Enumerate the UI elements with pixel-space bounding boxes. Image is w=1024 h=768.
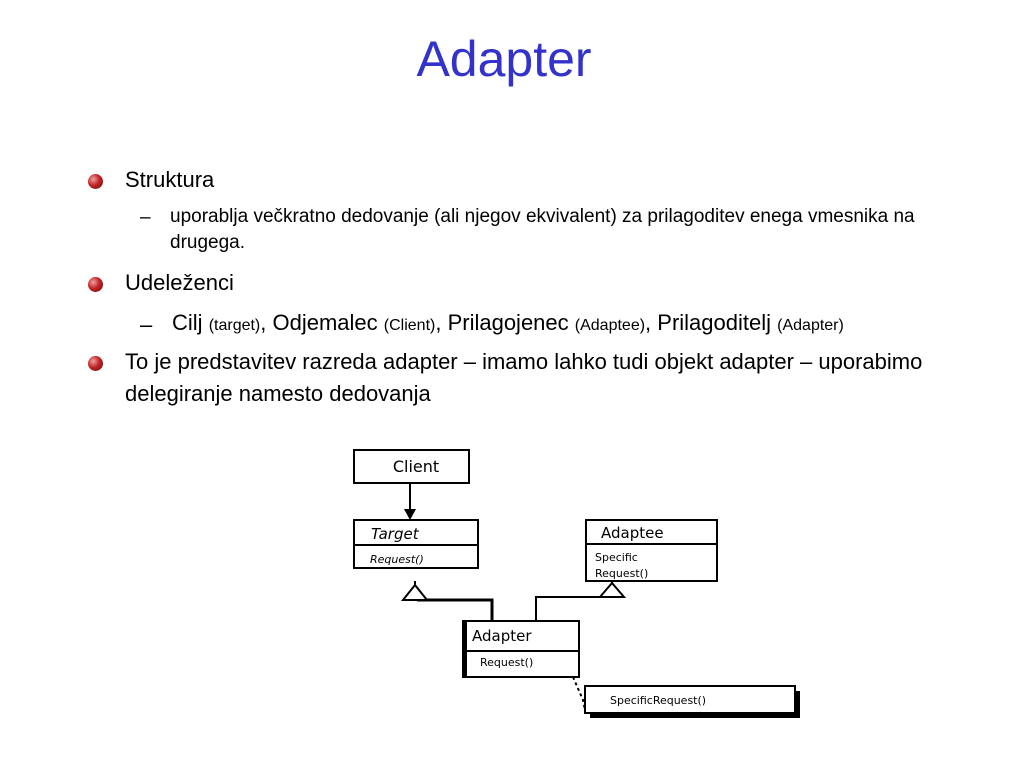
bullet-struktura: Struktura	[125, 167, 215, 192]
adapter-op: Request()	[480, 656, 534, 669]
adaptee-inheritance-arrow	[600, 583, 624, 597]
adapter-adaptee-inheritance	[536, 597, 605, 621]
participant-client: Odjemalec	[272, 310, 378, 335]
dash-icon: –	[140, 207, 151, 228]
adapter-name: Adapter	[472, 627, 532, 645]
participant-adaptee-en: (Adaptee)	[574, 317, 646, 334]
adaptee-op-line2: Request()	[595, 567, 649, 580]
participant-target: Cilj	[172, 310, 203, 335]
participant-adapter: Prilagoditelj	[657, 310, 772, 335]
target-inheritance-arrow	[403, 585, 427, 600]
participant-adapter-en: (Adapter)	[777, 317, 844, 334]
adapter-target-inheritance	[417, 600, 492, 621]
bullet-class-adapter: To je predstavitev razreda adapter – imamo lahko tudi objekt adapter – uporabimo delegiranje namesto dedovanja	[125, 349, 923, 406]
bullet-udelezenci: Udeleženci	[125, 270, 234, 295]
adaptee-op-line1: Specific	[595, 551, 638, 564]
participant-target-en: (target)	[208, 317, 261, 334]
participant-adaptee: Prilagojenec	[447, 310, 569, 335]
client-label: Client	[392, 457, 440, 476]
participant-client-en: (Client)	[383, 317, 436, 334]
adaptee-name: Adaptee	[601, 524, 664, 542]
target-op: Request()	[370, 553, 424, 566]
note-text: SpecificRequest()	[610, 694, 707, 707]
target-name: Target	[371, 525, 419, 543]
struktura-description: uporablja večkratno dedovanje (ali njegov ekvivalent) za prilagoditev enega vmesnika na drugega.	[170, 206, 915, 253]
dash-icon: –	[140, 312, 153, 337]
participants-line: Cilj (target), Odjemalec (Client), Prilagojenec (Adaptee), Prilagoditelj (Adapter)	[172, 310, 844, 335]
slide-title: Adapter	[416, 31, 592, 87]
note-connector	[573, 677, 585, 710]
